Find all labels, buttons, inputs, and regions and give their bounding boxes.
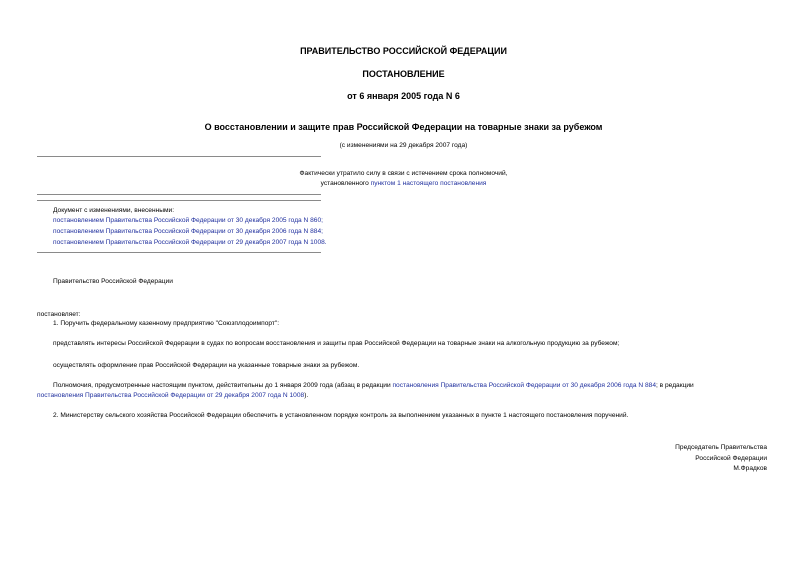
document-date-number: от 6 января 2005 года N 6 <box>347 91 460 101</box>
paragraph-1c-line-1: Полномочия, предусмотренные настоящим пунктом, действительны до 1 января 2009 года (абзац в редакции постановления Правительства Российской Федерации от 30 декабря 2006 года N 884; в редакции <box>53 382 694 389</box>
divider <box>37 200 321 201</box>
changes-note: (с изменениями на 29 декабря 2007 года) <box>339 142 468 149</box>
document-type: ПОСТАНОВЛЕНИЕ <box>362 69 445 79</box>
divider <box>37 156 321 157</box>
divider <box>37 252 321 253</box>
government-heading: ПРАВИТЕЛЬСТВО РОССИЙСКОЙ ФЕДЕРАЦИИ <box>300 46 507 56</box>
divider <box>37 194 321 195</box>
paragraph-1: 1. Поручить федеральному казенному предприятию "Союзплодоимпорт": <box>53 320 280 327</box>
link-punkt-1[interactable]: пунктом 1 настоящего постановления <box>370 180 487 187</box>
paragraph-1c-line-2: постановления Правительства Российской Федерации от 29 декабря 2007 года N 1008). <box>37 392 309 399</box>
issuer: Правительство Российской Федерации <box>53 278 173 285</box>
link-1008[interactable]: постановления Правительства Российской Федерации от 29 декабря 2007 года N 1008 <box>37 392 305 399</box>
amendment-link-884[interactable]: постановлением Правительства Российской Федерации от 30 декабря 2006 года N 884; <box>53 228 323 235</box>
paragraph-2: 2. Министерству сельского хозяйства Российской Федерации обеспечить в установленном порядке контроль за выполнением указанных в пункте 1 настоящего постановления поручений. <box>53 412 629 419</box>
signature-country: Российской Федерации <box>695 455 767 462</box>
amendment-link-1008[interactable]: постановлением Правительства Российской Федерации от 29 декабря 2007 года N 1008. <box>53 239 327 246</box>
amendment-link-860[interactable]: постановлением Правительства Российской Федерации от 30 декабря 2005 года N 860; <box>53 217 323 224</box>
signature-title: Председатель Правительства <box>675 444 767 451</box>
paragraph-1b: осуществлять оформление прав Российской Федерации на указанные товарные знаки за рубежом. <box>53 362 360 369</box>
status-line-1: Фактически утратило силу в связи с истечением срока полномочий, <box>299 170 508 177</box>
paragraph-1a: представлять интересы Российской Федерации в судах по вопросам восстановления и защиты прав Российской Федерации на товарные знаки на алкогольную продукцию за рубежом; <box>53 340 620 347</box>
document-title: О восстановлении и защите прав Российской Федерации на товарные знаки за рубежом <box>204 122 603 132</box>
decrees-word: постановляет: <box>37 311 81 318</box>
amendments-intro: Документ с изменениями, внесенными: <box>53 207 175 214</box>
status-line-2: установленного пунктом 1 настоящего постановления <box>320 180 487 187</box>
link-884[interactable]: постановления Правительства Российской Федерации от 30 декабря 2006 года N 884 <box>392 382 656 389</box>
signature-name: М.Фрадков <box>733 465 767 472</box>
